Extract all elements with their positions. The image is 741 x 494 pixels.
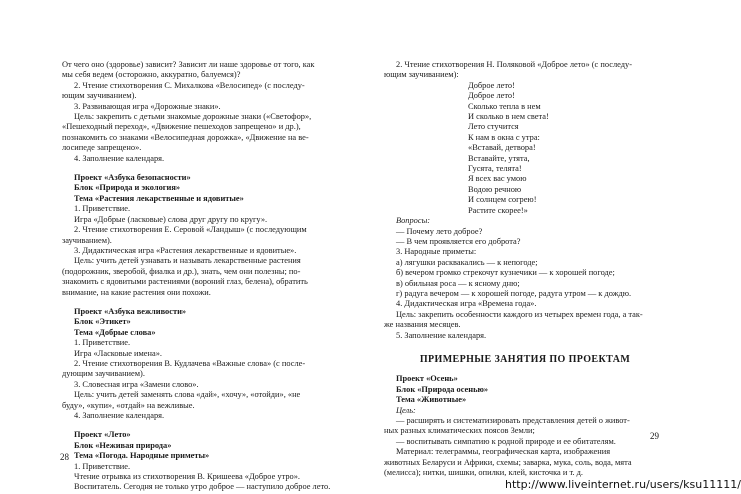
right-page <box>384 60 666 478</box>
paragraph: лосипеде запрещено». <box>62 143 142 153</box>
block-title: Блок «Неживая природа» <box>74 440 172 450</box>
paragraph: — расширять и систематизировать представления детей о живот- <box>396 416 630 425</box>
block-title: Блок «Природа и экология» <box>74 183 181 193</box>
block-title: Блок «Этикет» <box>74 317 131 327</box>
paragraph: 2. Чтение стихотворения С. Михалкова «Велосипед» (с последу- <box>74 80 305 90</box>
paragraph: «Пешеходный переход», «Движение пешеходов запрещено» и др.), <box>62 122 301 132</box>
project-title: Проект «Азбука вежливости» <box>74 306 187 316</box>
paragraph: 1. Приветствие. <box>74 204 131 214</box>
paragraph: буду», «купи», «отдай» на вежливые. <box>62 400 195 410</box>
paragraph: 4. Заполнение календаря. <box>74 411 165 420</box>
paragraph: б) вечером громко стрекочут кузнечики — к хорошей погоде; <box>396 268 615 278</box>
poem <box>384 81 666 216</box>
paragraph: ных разных климатических поясов Земли; <box>384 426 535 436</box>
paragraph: 2. Чтение стихотворения В. Кудлачева «Важные слова» (с после- <box>74 358 306 368</box>
paragraph: ющим заучиванием). <box>62 91 137 101</box>
paragraph: Цель: учить детей узнавать и называть лекарственные растения <box>74 256 301 266</box>
paragraph: в) обильная роса — к ясному дню; <box>396 278 520 288</box>
paragraph: Цель: учить детей заменять слова «дай», «хочу», «отойди», «не <box>74 390 301 400</box>
topic-title: Тема «Растения лекарственные и ядовитые» <box>74 193 244 203</box>
section-heading: ПРИМЕРНЫЕ ЗАНЯТИЯ ПО ПРОЕКТАМ <box>419 353 631 365</box>
left-page <box>62 60 344 493</box>
topic-title: Тема «Животные» <box>396 395 467 405</box>
poem-line: Доброе лето! <box>468 80 515 90</box>
page-number-left: 28 <box>60 452 69 462</box>
paragraph: 1. Приветствие. <box>74 461 131 471</box>
paragraph: животных Беларуси и Африки, схемы; заварка, мука, соль, вода, мята <box>384 457 632 467</box>
paragraph: г) радуга вечером — к хорошей погоде, радуга утром — к дождю. <box>396 288 632 298</box>
page-number-right: 29 <box>650 431 659 441</box>
paragraph: а) лягушки расквакались — к непогоде; <box>396 257 538 267</box>
paragraph: 2. Чтение стихотворения Е. Серовой «Ландыш» (с последующим <box>74 225 307 235</box>
poem-line: И сколько в нем света! <box>468 112 549 122</box>
paragraph: 5. Заполнение календаря. <box>396 330 487 340</box>
paragraph: — воспитывать симпатию к родной природе и ее обитателям. <box>396 436 616 446</box>
paragraph: — В чем проявляется его доброта? <box>396 236 521 246</box>
paragraph: Чтение отрывка из стихотворения В. Кришеева «Доброе утро». <box>74 472 301 482</box>
poem-line: Вставайте, утята, <box>468 153 530 163</box>
paragraph: 3. Развивающая игра «Дорожные знаки». <box>74 101 221 111</box>
poem-line: Гусята, телята! <box>468 164 522 174</box>
paragraph: 1. Приветствие. <box>74 338 131 348</box>
poem-line: К нам в окна с утра: <box>468 132 540 142</box>
paragraph: знакомить с ядовитыми растениями (вороний глаз, белена), обратить <box>62 277 308 287</box>
poem-line: Лето стучится <box>468 122 519 132</box>
topic-title: Тема «Добрые слова» <box>74 327 156 337</box>
paragraph: Игра «Ласковые имена». <box>74 348 162 358</box>
paragraph: (подорожник, зверобой, фиалка и др.), знать, чем они полезны; по- <box>62 266 301 276</box>
paragraph: Материал: телеграммы, географическая карта, изображения <box>396 447 611 457</box>
poem-line: Доброе лето! <box>468 91 515 101</box>
poem-line: Водою речною <box>468 184 522 194</box>
paragraph: Цель: закрепить с детьми знакомые дорожные знаки («Светофор», <box>74 112 312 122</box>
paragraph: 3. Словесная игра «Замени слово». <box>74 379 199 389</box>
paragraph: Цель: закрепить особенности каждого из четырех времен года, а так- <box>396 309 643 319</box>
poem-line: И солнцем согрею! <box>468 195 537 205</box>
paragraph: мы себя ведем (осторожно, аккуратно, балуемся)? <box>62 70 241 80</box>
paragraph: От чего оно (здоровье) зависит? Зависит ли наше здоровье от того, как <box>62 60 315 69</box>
watermark-url: http://www.liveinternet.ru/users/ksu11111/ <box>505 478 741 491</box>
project-title: Проект «Лето» <box>74 430 131 440</box>
project-title: Проект «Азбука безопасности» <box>74 173 191 183</box>
paragraph: ющим заучиванием): <box>384 70 459 80</box>
paragraph: 4. Заполнение календаря. <box>74 153 165 163</box>
poem-line: Растите скорее!» <box>468 205 528 215</box>
paragraph: 3. Народные приметы: <box>396 247 477 257</box>
topic-title: Тема «Погода. Народные приметы» <box>74 451 210 461</box>
paragraph: 2. Чтение стихотворения Н. Поляковой «Доброе лето» (с последу- <box>396 60 632 69</box>
paragraph: (мелисса); нитки, шишки, опилки, клей, кисточка и т. д. <box>384 468 584 478</box>
questions-label: Вопросы: <box>396 216 431 226</box>
paragraph: познакомить со знаками «Велосипедная дорожка», «Движение на ве- <box>62 132 309 142</box>
paragraph: 4. Дидактическая игра «Времена года». <box>396 299 537 309</box>
paragraph: дующим заучиванием). <box>62 369 145 379</box>
paragraph: заучиванием). <box>62 235 112 245</box>
project-title: Проект «Осень» <box>396 374 458 384</box>
poem-line: «Вставай, детвора! <box>468 143 536 153</box>
poem-line: Сколько тепла в нем <box>468 101 541 111</box>
block-title: Блок «Природа осенью» <box>396 384 489 394</box>
poem-line: Я всех вас умою <box>468 174 527 184</box>
paragraph: внимание, на какие растения они похожи. <box>62 287 211 297</box>
paragraph: — Почему лето доброе? <box>396 226 483 236</box>
goal-label: Цель: <box>396 405 416 415</box>
paragraph: 3. Дидактическая игра «Растения лекарственные и ядовитые». <box>74 245 297 255</box>
paragraph: же названия месяцев. <box>384 320 461 330</box>
paragraph: Воспитатель. Сегодня не только утро доброе — наступило доброе лето. <box>74 482 331 492</box>
paragraph: Игра «Добрые (ласковые) слова друг другу по кругу». <box>74 214 268 224</box>
